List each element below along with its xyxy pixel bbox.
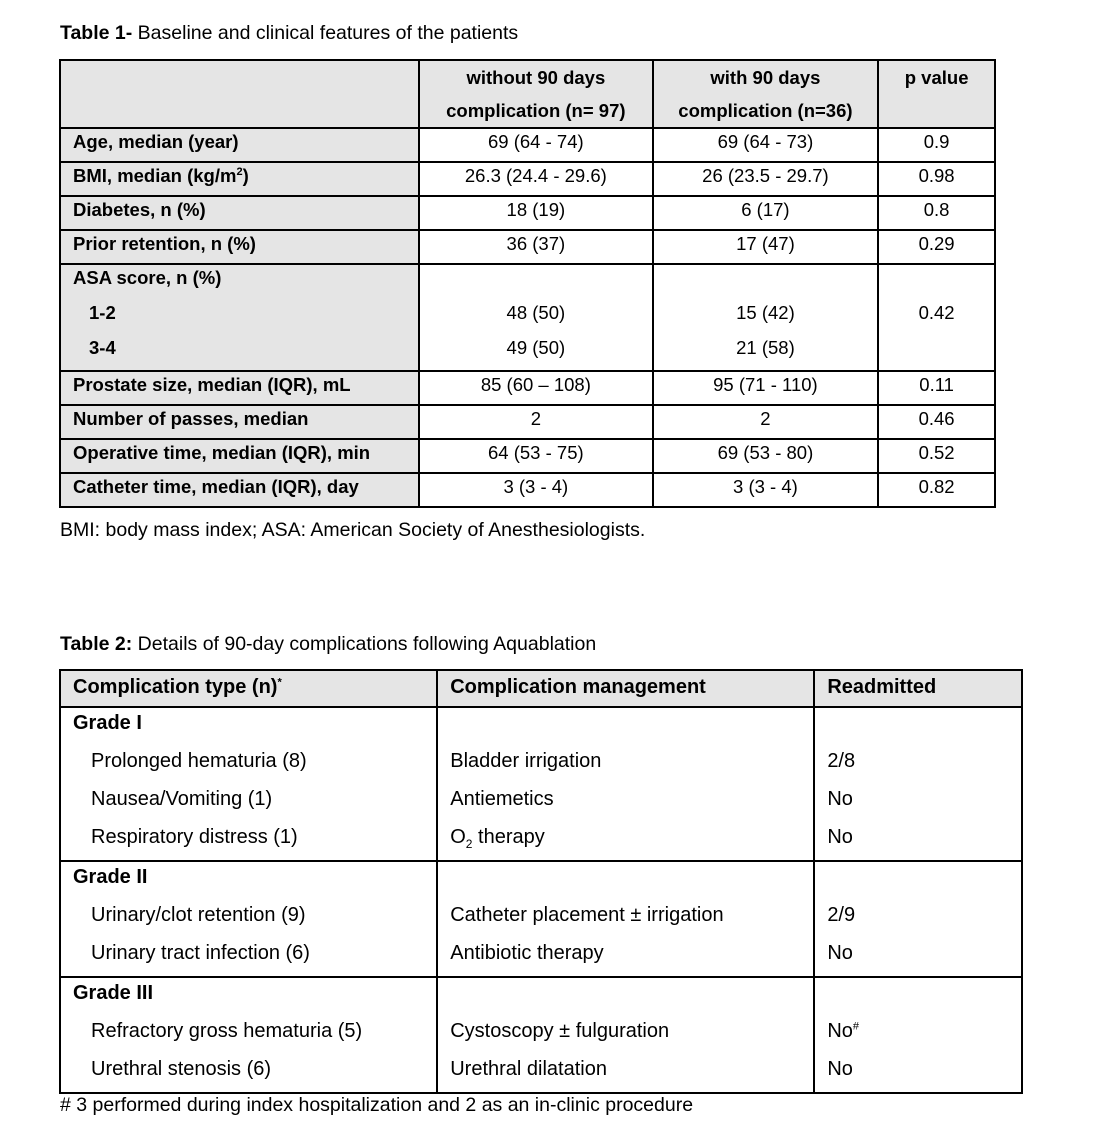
readmitted-value: No [827,1058,853,1080]
complication-management: Bladder irrigation [450,750,602,772]
grade-type-cell [60,707,437,861]
asa-without-cell [419,264,653,371]
table1-baseline-features [59,59,996,508]
table-row [60,196,995,230]
complication-type: Urinary/clot retention (9) [91,904,306,926]
readmitted-value [827,1016,1021,1054]
cell-without: 64 (53 - 75) [419,439,653,473]
cell-without: 85 (60 – 108) [419,371,653,405]
cell-pvalue: 0.29 [878,230,995,264]
table-row [60,405,995,439]
table1-header-blank [60,60,419,128]
grade-title: Grade III [73,982,154,1004]
table1-caption-label: Table 1- [60,22,133,44]
row-label-superscript: 2 [236,165,243,178]
table1-caption-text: Baseline and clinical features of the patients [132,22,519,44]
readmitted-value: No [827,788,853,810]
table1-header-pvalue: p value [878,60,995,128]
complication-management: Antiemetics [450,788,554,810]
header-without-line1: without 90 days [466,67,606,88]
readmitted-footnote-mark: # [852,1020,860,1033]
readmitted-value: No [827,826,853,848]
row-label: Catheter time, median (IQR), day [60,473,419,507]
cell-pvalue: 0.8 [878,196,995,230]
row-label: Number of passes, median [60,405,419,439]
grade-management-cell [437,861,814,977]
readmitted-value: No [827,942,853,964]
table-row [60,473,995,507]
management-subscript: 2 [465,837,473,851]
table-row [60,371,995,405]
grade-title: Grade I [73,712,142,734]
grade-title: Grade II [73,866,148,888]
asa-without-value: 49 (50) [506,337,566,358]
table1-footnote: BMI: body mass index; ASA: American Society of Anesthesiologists. [60,519,646,541]
grade-section-1 [60,707,1022,861]
table1-caption [60,22,518,45]
row-label: Age, median (year) [60,128,419,162]
complication-type: Refractory gross hematuria (5) [91,1020,363,1042]
row-label [60,162,419,196]
cell-without: 36 (37) [419,230,653,264]
complication-type: Urethral stenosis (6) [91,1058,272,1080]
cell-with: 2 [653,405,879,439]
readmitted-value: 2/9 [827,904,856,926]
table1-header-row [60,60,995,128]
table-row [60,162,995,196]
complication-management: Catheter placement ± irrigation [450,904,724,926]
cell-without: 3 (3 - 4) [419,473,653,507]
grade-readmitted-cell [814,977,1022,1093]
row-label-text: BMI, median (kg/m [73,165,237,186]
asa-with-value: 21 (58) [736,337,795,358]
table2-header-readmitted: Readmitted [814,670,1022,707]
readmitted-text: No [827,1020,853,1042]
cell-with: 95 (71 - 110) [653,371,879,405]
asa-label: ASA score, n (%) [73,267,222,288]
grade-readmitted-cell [814,707,1022,861]
complication-management [450,822,813,860]
cell-without: 18 (19) [419,196,653,230]
grade-type-cell [60,861,437,977]
table-row-asa [60,264,995,371]
table2-header-type [60,670,437,707]
asa-pvalue: 0.42 [918,302,955,323]
cell-without: 69 (64 - 74) [419,128,653,162]
table2-header-row [60,670,1022,707]
complication-management: Antibiotic therapy [450,942,604,964]
cell-pvalue: 0.11 [878,371,995,405]
complication-management: Cystoscopy ± fulguration [450,1020,670,1042]
cell-without: 2 [419,405,653,439]
cell-with: 3 (3 - 4) [653,473,879,507]
asa-without-value: 48 (50) [506,302,566,323]
asa-with-value: 15 (42) [736,302,795,323]
management-text: therapy [472,826,545,848]
cell-with: 17 (47) [653,230,879,264]
table2-caption-text: Details of 90-day complications following Aquablation [132,633,597,655]
table1-header-with [653,60,879,128]
cell-with: 69 (64 - 73) [653,128,879,162]
grade-management-cell [437,707,814,861]
table-row [60,128,995,162]
cell-with: 26 (23.5 - 29.7) [653,162,879,196]
asa-label-cell [60,264,419,371]
asa-pvalue-cell [878,264,995,371]
asa-sub-label: 3-4 [89,337,116,358]
row-label: Operative time, median (IQR), min [60,439,419,473]
readmitted-value: 2/8 [827,750,856,772]
table2-header-management: Complication management [437,670,814,707]
asa-with-cell [653,264,879,371]
row-label: Prior retention, n (%) [60,230,419,264]
complication-management: Urethral dilatation [450,1058,607,1080]
table2-footnote: # 3 performed during index hospitalization and 2 as an in-clinic procedure [60,1094,694,1116]
grade-management-cell [437,977,814,1093]
header-with-line2: complication (n=36) [678,100,853,121]
cell-with: 69 (53 - 80) [653,439,879,473]
cell-pvalue: 0.52 [878,439,995,473]
header-type-text: Complication type (n) [73,676,278,698]
row-label: Prostate size, median (IQR), mL [60,371,419,405]
cell-pvalue: 0.46 [878,405,995,439]
grade-type-cell [60,977,437,1093]
header-with-line1: with 90 days [710,67,821,88]
cell-pvalue: 0.98 [878,162,995,196]
complication-type: Prolonged hematuria (8) [91,750,307,772]
row-label: Diabetes, n (%) [60,196,419,230]
header-without-line2: complication (n= 97) [446,100,626,121]
cell-pvalue: 0.82 [878,473,995,507]
cell-without: 26.3 (24.4 - 29.6) [419,162,653,196]
management-prefix: O [450,826,466,848]
table-row [60,439,995,473]
table2-caption [60,633,596,656]
grade-readmitted-cell [814,861,1022,977]
complication-type: Nausea/Vomiting (1) [91,788,273,810]
table-row [60,230,995,264]
complication-type: Respiratory distress (1) [91,826,298,848]
complication-type: Urinary tract infection (6) [91,942,310,964]
cell-pvalue: 0.9 [878,128,995,162]
grade-section-3 [60,977,1022,1093]
table1-header-without [419,60,653,128]
row-label-tail: ) [242,165,249,186]
table2-caption-label: Table 2: [60,633,133,655]
table2-complications [59,669,1023,1094]
header-type-asterisk: * [277,676,282,689]
grade-section-2 [60,861,1022,977]
asa-sub-label: 1-2 [89,302,116,323]
cell-with: 6 (17) [653,196,879,230]
